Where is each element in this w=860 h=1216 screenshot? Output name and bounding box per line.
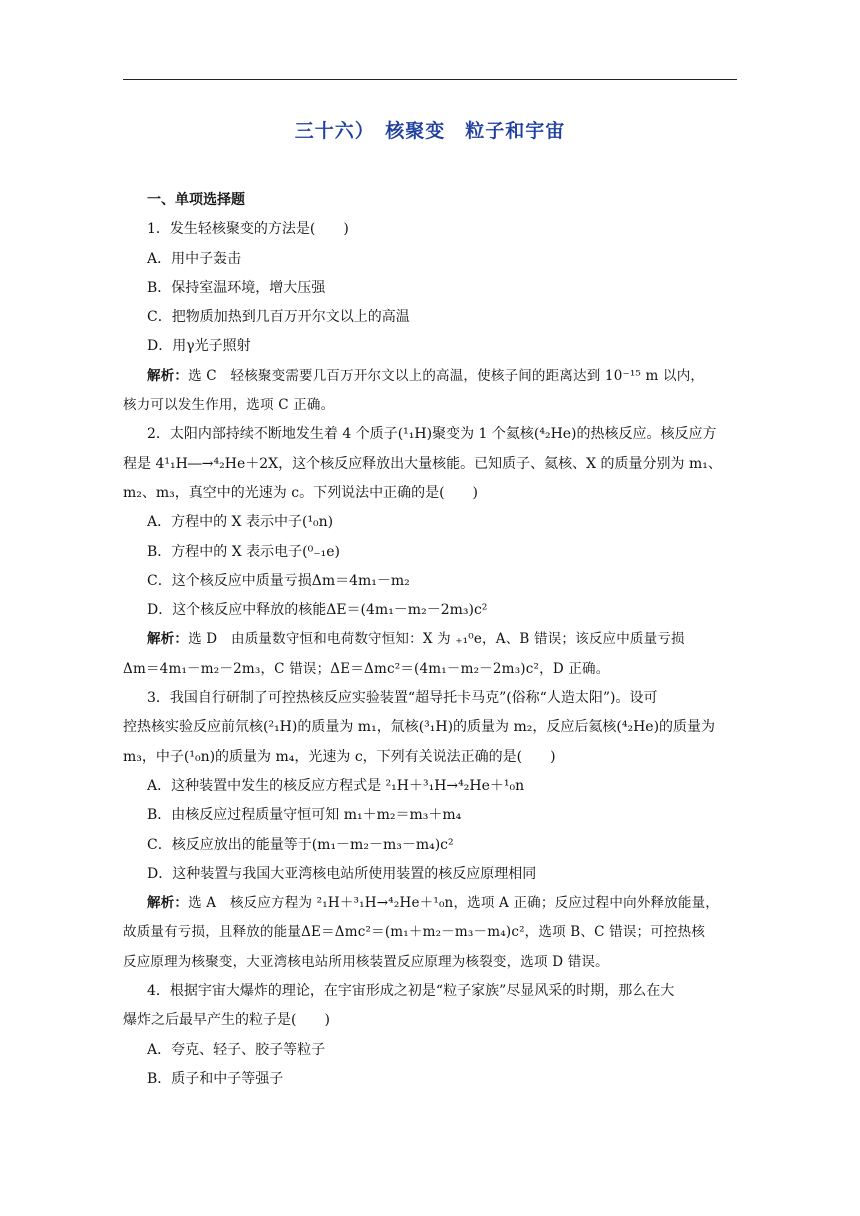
- question-line: [123, 215, 737, 244]
- line-text: 2．太阳内部持续不断地发生着 4 个质子(¹₁H)聚变为 1 个氦核(⁴₂He)的热核反应。核反应方: [147, 426, 717, 443]
- solution-line: [123, 655, 737, 684]
- line-text: D．用γ光子照射: [147, 338, 251, 355]
- question-line: [123, 977, 737, 1006]
- solution-line: [123, 625, 737, 654]
- line-text: B．质子和中子等强子: [147, 1070, 284, 1087]
- question-line: [123, 713, 737, 742]
- option-line: [123, 332, 737, 361]
- solution-line: [123, 948, 737, 977]
- option-line: [123, 772, 737, 801]
- line-text: A．夸克、轻子、胶子等粒子: [147, 1041, 326, 1058]
- question-line: [123, 420, 737, 449]
- solution-label: 解析：: [147, 631, 189, 648]
- line-text: m₃，中子(¹₀n)的质量为 m₄，光速为 c，下列有关说法正确的是( ): [123, 748, 556, 765]
- solution-line: [123, 889, 737, 918]
- option-line: [123, 860, 737, 889]
- option-line: [123, 1065, 737, 1094]
- solution-label: 解析：: [147, 367, 189, 384]
- option-line: [123, 538, 737, 567]
- header-rule: [123, 79, 737, 80]
- line-text: m₂、m₃，真空中的光速为 c。下列说法中正确的是( ): [123, 484, 478, 501]
- line-text: C．把物质加热到几百万开尔文以上的高温: [147, 309, 410, 326]
- line-text: 选 D 由质量数守恒和电荷数守恒知：X 为 ₊₁⁰e，A、B 错误；该反应中质量亏损: [188, 631, 685, 648]
- option-line: [123, 1036, 737, 1065]
- option-line: [123, 303, 737, 332]
- option-line: [123, 801, 737, 830]
- section-head-line: [123, 186, 737, 215]
- line-text: 1．发生轻核聚变的方法是( ): [147, 221, 349, 238]
- solution-line: [123, 391, 737, 420]
- line-text: 选 C 轻核聚变需要几百万开尔文以上的高温，使核子间的距离达到 10⁻¹⁵ m 以内，: [188, 367, 705, 384]
- line-text: 核力可以发生作用，选项 C 正确。: [123, 397, 335, 414]
- line-text: 4．根据宇宙大爆炸的理论，在宇宙形成之初是“粒子家族”尽显风采的时期，那么在大: [147, 983, 675, 1000]
- line-text: D．这个核反应中释放的核能ΔE＝(4m₁－m₂－2m₃)c²: [147, 602, 488, 619]
- line-text: 选 A 核反应方程为 ²₁H＋³₁H→⁴₂He＋¹₀n，选项 A 正确；反应过程中向外释放能量，: [188, 895, 719, 912]
- line-text: 反应原理为核聚变，大亚湾核电站所用核装置反应原理为核裂变，选项 D 错误。: [123, 953, 609, 970]
- line-text: B．方程中的 X 表示电子(⁰₋₁e): [147, 543, 340, 560]
- line-text: Δm＝4m₁－m₂－2m₃，C 错误；ΔE＝Δmc²＝(4m₁－m₂－2m₃)c²，D 正确。: [123, 660, 610, 677]
- option-line: [123, 567, 737, 596]
- line-text: C．核反应放出的能量等于(m₁－m₂－m₃－m₄)c²: [147, 836, 454, 853]
- line-text: C．这个核反应中质量亏损Δm＝4m₁－m₂: [147, 572, 410, 589]
- line-text: 控热核实验反应前氘核(²₁H)的质量为 m₁，氚核(³₁H)的质量为 m₂，反应后氦核(⁴₂He)的质量为: [123, 719, 716, 736]
- line-text: 一、单项选择题: [147, 192, 245, 208]
- line-text: D．这种装置与我国大亚湾核电站所使用装置的核反应原理相同: [147, 865, 537, 882]
- question-line: [123, 1006, 737, 1035]
- question-line: [123, 479, 737, 508]
- option-line: [123, 245, 737, 274]
- page-title: 三十六） 核聚变 粒子和宇宙: [294, 120, 566, 142]
- question-line: [123, 684, 737, 713]
- line-text: 爆炸之后最早产生的粒子是( ): [123, 1012, 330, 1029]
- option-line: [123, 508, 737, 537]
- line-text: A．方程中的 X 表示中子(¹₀n): [147, 514, 334, 531]
- line-text: 故质量有亏损，且释放的能量ΔE＝Δmc²＝(m₁＋m₂－m₃－m₄)c²，选项 B、C 错误；可控热核: [123, 924, 706, 941]
- solution-line: [123, 918, 737, 947]
- line-text: 程是 4¹₁H―→⁴₂He＋2X，这个核反应释放出大量核能。已知质子、氦核、X 的质量分别为 m₁、: [123, 455, 722, 472]
- line-text: A．这种装置中发生的核反应方程式是 ²₁H＋³₁H→⁴₂He＋¹₀n: [147, 777, 525, 794]
- line-text: B．由核反应过程质量守恒可知 m₁＋m₂＝m₃＋m₄: [147, 807, 462, 824]
- question-line: [123, 450, 737, 479]
- document-body: [123, 186, 737, 1094]
- question-line: [123, 743, 737, 772]
- option-line: [123, 274, 737, 303]
- line-text: A．用中子轰击: [147, 250, 242, 267]
- option-line: [123, 831, 737, 860]
- solution-label: 解析：: [147, 895, 189, 912]
- solution-line: [123, 362, 737, 391]
- line-text: 3．我国自行研制了可控热核反应实验装置“超导托卡马克”(俗称“人造太阳”)。设可: [147, 690, 658, 707]
- line-text: B．保持室温环境，增大压强: [147, 279, 326, 296]
- option-line: [123, 596, 737, 625]
